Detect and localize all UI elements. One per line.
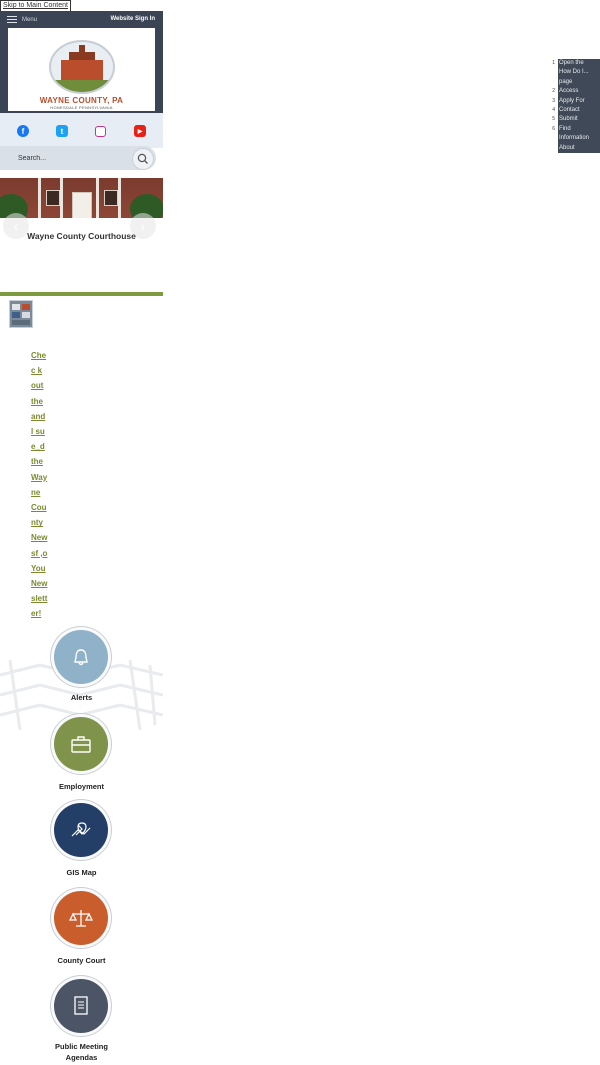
newsletter-link[interactable] (31, 348, 59, 622)
gis-map-tile-button[interactable] (54, 803, 108, 857)
newsletter-thumbnail[interactable] (9, 300, 33, 328)
quick-list-number: 2 (552, 88, 555, 95)
hero-slideshow-image (0, 178, 163, 218)
newsletter-link-line[interactable]: New (31, 533, 48, 543)
menu-label: Menu (22, 16, 38, 23)
header-logo-area (0, 28, 163, 113)
quick-list-item[interactable] (549, 106, 600, 115)
wayne-county-seal-logo (49, 40, 115, 94)
quick-list-item[interactable] (549, 78, 600, 87)
public-meeting-agendas-tile-button[interactable] (54, 979, 108, 1033)
quick-list-item[interactable] (549, 144, 600, 153)
chevron-left-icon: ‹ (13, 218, 19, 234)
briefcase-icon (69, 733, 93, 755)
newsletter-link-line[interactable]: New (31, 579, 48, 589)
search-icon (137, 153, 149, 165)
newsletter-link-line[interactable]: e_d (31, 442, 45, 452)
newsletter-link-line[interactable]: the (31, 396, 43, 406)
search-bar (0, 146, 156, 170)
twitter-icon[interactable]: t (56, 125, 68, 137)
county-court-label: County Court (57, 956, 106, 965)
quick-list-item[interactable] (549, 97, 600, 106)
skip-to-main-content-link[interactable]: Skip to Main Content (0, 0, 71, 12)
newsletter-link-line[interactable]: ne (31, 487, 41, 497)
quick-list-label[interactable]: Submit (558, 115, 600, 124)
instagram-icon[interactable] (95, 126, 106, 137)
website-sign-in-link[interactable]: Website Sign In (110, 16, 155, 22)
newsletter-link-line[interactable]: and (31, 411, 46, 421)
newsletter-link-line[interactable]: l su (31, 427, 45, 437)
quick-list-item[interactable] (549, 59, 600, 68)
quick-list-label[interactable]: Access (558, 87, 600, 96)
social-links-bar (0, 113, 163, 148)
quick-list-item[interactable] (549, 134, 600, 143)
logo-title: WAYNE COUNTY, PA (39, 96, 124, 105)
newsletter-link-line[interactable]: Che (31, 351, 47, 360)
menu-button[interactable] (7, 11, 37, 28)
quick-list-label[interactable]: About (558, 144, 600, 153)
hero-caption: Wayne County Courthouse (27, 231, 136, 241)
chevron-right-icon: › (140, 218, 146, 234)
quick-list-label[interactable]: Apply For (558, 97, 600, 106)
employment-tile-button[interactable] (54, 717, 108, 771)
logo-subtitle: HONESDALE PENNSYLVANIA (50, 105, 113, 110)
section-divider (0, 292, 163, 296)
quick-list-label[interactable]: How Do I... (558, 68, 600, 77)
youtube-icon[interactable]: ▶ (134, 125, 146, 137)
quick-list-number: 3 (552, 97, 555, 104)
quick-list-item[interactable] (549, 87, 600, 96)
quick-list-label[interactable]: Contact (558, 106, 600, 115)
newsletter-link-line[interactable]: You (31, 563, 46, 573)
facebook-icon[interactable]: f (17, 125, 29, 137)
newsletter-link-line[interactable]: the (31, 457, 43, 467)
newsletter-link-line[interactable]: out (31, 381, 44, 391)
public-meeting-agendas-label: Public Meeting Agendas (55, 1042, 108, 1062)
map-icon (68, 819, 94, 841)
county-court-tile-button[interactable] (54, 891, 108, 945)
bell-icon (70, 646, 92, 668)
document-icon (70, 994, 92, 1018)
quick-list-item[interactable] (549, 68, 600, 77)
alerts-tile-button[interactable] (54, 630, 108, 684)
alerts-label: Alerts (70, 693, 93, 702)
quick-list-label[interactable]: Find (558, 125, 600, 134)
newsletter-link-line[interactable]: er! (31, 609, 42, 619)
top-utility-bar (0, 11, 163, 28)
newsletter-link-line[interactable]: slett (31, 594, 48, 604)
quick-list-number: 4 (552, 106, 555, 113)
search-input[interactable] (18, 152, 118, 164)
quick-list-number: 5 (552, 116, 555, 123)
quick-list-item[interactable] (549, 125, 600, 134)
how-do-i-quick-list (549, 59, 600, 153)
home-logo-link[interactable] (8, 28, 155, 111)
hamburger-icon (7, 16, 17, 23)
newsletter-link-line[interactable]: sf ,o (31, 548, 48, 558)
newsletter-link-line[interactable]: Way (31, 472, 48, 482)
quick-list-number: 6 (552, 125, 555, 132)
newsletter-link-line[interactable]: Cou (31, 503, 47, 513)
newsletter-link-line[interactable]: c k (31, 366, 43, 376)
quick-list-number: 1 (552, 60, 555, 66)
quick-list-label[interactable]: page (558, 78, 600, 87)
quick-list-label[interactable]: Open the (558, 59, 600, 68)
gis-map-label: GIS Map (66, 868, 97, 877)
newsletter-link-line[interactable]: nty (31, 518, 43, 528)
quick-list-label[interactable]: Information (558, 134, 600, 143)
scales-icon (68, 907, 94, 929)
search-button[interactable] (132, 148, 154, 170)
quick-list-item[interactable] (549, 115, 600, 124)
employment-label: Employment (58, 782, 104, 791)
